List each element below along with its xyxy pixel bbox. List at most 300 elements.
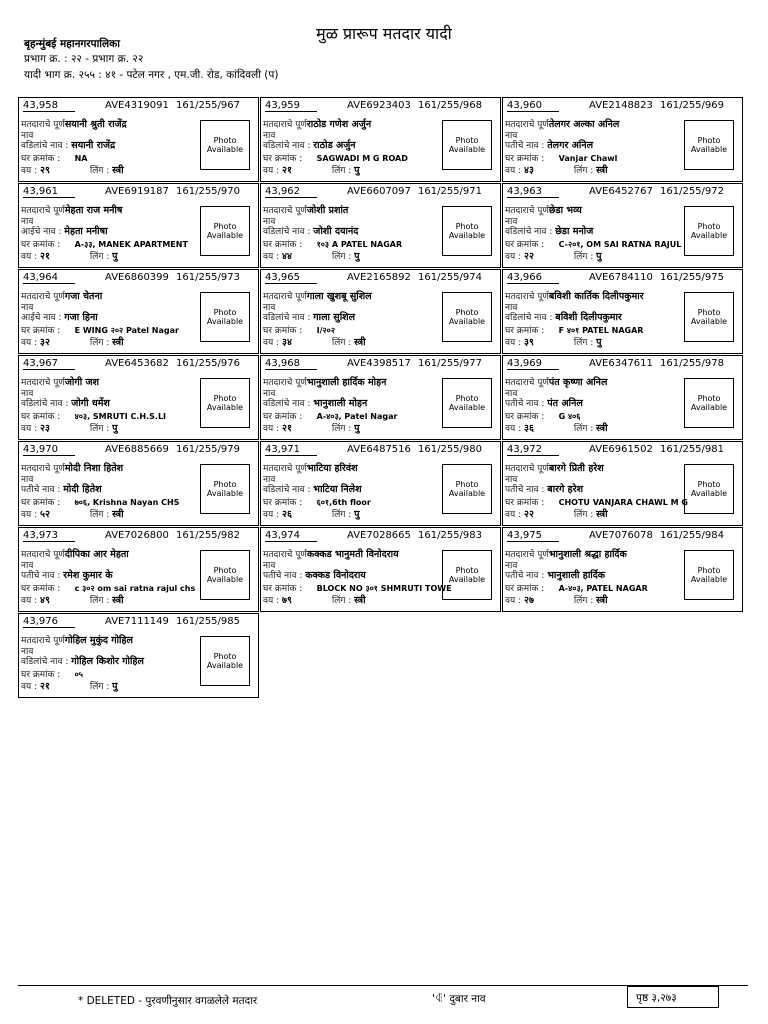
age-value: २१ <box>282 423 292 434</box>
part-serial: 161/255/978 <box>660 358 724 369</box>
age-value: २६ <box>282 509 292 520</box>
age-label: वय : <box>21 682 38 692</box>
house-label: घर क्रमांक <box>263 240 297 250</box>
voter-card: 43,971 AVE6487516 161/255/980 मतदाराचे पूर्णभाटिया हरिवंश नाव वडिलांचे नाव : भाटिया निलेश घर क्रमांक : ६०१,6th floor वय : २६ लिंग : पु Photo Available <box>260 441 501 526</box>
photo-placeholder <box>200 206 250 256</box>
photo-placeholder <box>442 120 492 170</box>
voter-name-label: मतदाराचे पूर्ण <box>505 292 549 302</box>
epic-number: AVE2165892 <box>347 272 411 283</box>
voter-card: 43,975 AVE7076078 161/255/984 मतदाराचे पूर्णभानुशाली श्रद्धा हार्दिक नाव पतीचे नाव : भानुशाली हार्दिक घर क्रमांक : A-४०३, PATEL NAGAR वय : २७ लिंग : स्त्री Photo Available <box>502 527 743 612</box>
age-label: वय : <box>21 338 38 348</box>
epic-number: AVE6607097 <box>347 186 411 197</box>
photo-placeholder <box>684 378 734 428</box>
epic-number: AVE6784110 <box>589 272 653 283</box>
voter-name-label: मतदाराचे पूर्ण <box>21 120 65 130</box>
name-label: नाव <box>21 131 34 141</box>
photo-placeholder <box>442 464 492 514</box>
house-number: A-३३, MANEK APARTMENT <box>74 240 188 249</box>
voter-name-label: मतदाराचे पूर्ण <box>263 464 307 474</box>
page-number: पृष्ठ ३,२७३ <box>627 986 719 1008</box>
name-label: नाव <box>263 217 276 227</box>
relation-name: मोदी हितेश <box>63 484 102 495</box>
serial-number: 43,963 <box>507 186 559 198</box>
age-value: ७९ <box>282 595 292 606</box>
house-number: F ४०१ PATEL NAGAR <box>558 326 644 335</box>
relation-label: पतीचे नाव : <box>505 141 545 151</box>
age-value: ४४ <box>282 251 292 262</box>
epic-number: AVE6860399 <box>105 272 169 283</box>
sex-value: स्त्री <box>112 509 124 520</box>
voter-card: 43,965 AVE2165892 161/255/974 मतदाराचे पूर्णगाला खुशबू सुशिल नाव वडिलांचे नाव : गाला सुशिल घर क्रमांक : I/२०२ वय : ३४ लिंग : स्त्री Photo Available <box>260 269 501 354</box>
house-number: SAGWADI M G ROAD <box>316 154 408 163</box>
name-label: नाव <box>505 561 518 571</box>
duplicate-note: 'ꆠ' दुबार नाव <box>432 993 486 1005</box>
photo-available-label: Available <box>206 231 244 240</box>
photo-label: Photo <box>455 308 479 317</box>
serial-number: 43,961 <box>23 186 75 198</box>
age-value: ३४ <box>282 337 292 348</box>
name-label: नाव <box>505 131 518 141</box>
house-number: ४०३, SMRUTI C.H.S.LI <box>74 412 167 421</box>
photo-label: Photo <box>213 308 237 317</box>
serial-number: 43,960 <box>507 100 559 112</box>
photo-placeholder <box>442 550 492 600</box>
age-value: ४३ <box>524 165 534 176</box>
part-serial: 161/255/969 <box>660 100 724 111</box>
photo-available-label: Available <box>690 489 728 498</box>
house-number: Vanjar Chawl <box>558 154 618 163</box>
sex-value: स्त्री <box>596 595 608 606</box>
relation-name: तेलगर अनिल <box>547 140 594 151</box>
sex-label: लिंग : <box>89 682 110 692</box>
part-serial: 161/255/973 <box>176 272 240 283</box>
voter-name-label: मतदाराचे पूर्ण <box>21 550 65 560</box>
voter-name: राठोड गणेश अर्जुन <box>306 119 372 130</box>
photo-available-label: Available <box>448 489 486 498</box>
house-label: घर क्रमांक <box>21 412 55 422</box>
part-serial: 161/255/983 <box>418 530 482 541</box>
part-serial: 161/255/974 <box>418 272 482 283</box>
part-serial: 161/255/979 <box>176 444 240 455</box>
epic-number: AVE6347611 <box>589 358 653 369</box>
relation-name: मेहता मनीषा <box>64 226 108 237</box>
house-label: घर क्रमांक <box>505 498 539 508</box>
relation-name: सयानी राजेंद्र <box>71 140 116 151</box>
photo-label: Photo <box>213 480 237 489</box>
photo-label: Photo <box>697 136 721 145</box>
house-label: घर क्रमांक <box>21 498 55 508</box>
sex-label: लिंग : <box>331 510 352 520</box>
house-label: घर क्रमांक <box>263 326 297 336</box>
deleted-note: * DELETED - पुरवणीनुसार वगळलेले मतदार <box>78 995 258 1007</box>
voter-name: भाटिया हरिवंश <box>306 463 358 474</box>
sex-label: लिंग : <box>89 338 110 348</box>
age-value: ३९ <box>524 337 534 348</box>
house-label: घर क्रमांक <box>21 670 55 680</box>
house-number: CHOTU VANJARA CHAWL M G <box>558 498 688 507</box>
age-label: वय : <box>505 252 522 262</box>
epic-number: AVE4398517 <box>347 358 411 369</box>
age-label: वय : <box>263 596 280 606</box>
photo-label: Photo <box>455 394 479 403</box>
epic-number: AVE6452767 <box>589 186 653 197</box>
photo-available-label: Available <box>206 575 244 584</box>
photo-available-label: Available <box>690 231 728 240</box>
photo-available-label: Available <box>448 575 486 584</box>
part-serial: 161/255/981 <box>660 444 724 455</box>
photo-available-label: Available <box>206 403 244 412</box>
house-number: I/२०२ <box>316 326 335 335</box>
photo-available-label: Available <box>448 317 486 326</box>
photo-placeholder <box>442 292 492 342</box>
epic-number: AVE7028665 <box>347 530 411 541</box>
age-value: ३६ <box>524 423 534 434</box>
photo-available-label: Available <box>206 145 244 154</box>
sex-label: लिंग : <box>573 596 594 606</box>
relation-label: वडिलांचे नाव : <box>21 657 69 667</box>
relation-name: राठोड अर्जुन <box>313 140 356 151</box>
age-label: वय : <box>21 252 38 262</box>
epic-number: AVE6961502 <box>589 444 653 455</box>
age-label: वय : <box>505 596 522 606</box>
age-value: २९ <box>40 165 50 176</box>
voter-name: सयानी श्रुती राजेंद्र <box>64 119 127 130</box>
epic-number: AVE6885669 <box>105 444 169 455</box>
voter-name-label: मतदाराचे पूर्ण <box>21 206 65 216</box>
photo-placeholder <box>200 120 250 170</box>
name-label: नाव <box>505 217 518 227</box>
age-label: वय : <box>21 424 38 434</box>
age-value: ३२ <box>40 337 50 348</box>
name-label: नाव <box>21 303 34 313</box>
name-label: नाव <box>263 475 276 485</box>
name-label: नाव <box>263 561 276 571</box>
photo-placeholder <box>200 378 250 428</box>
sex-value: स्त्री <box>112 595 124 606</box>
house-label: घर क्रमांक <box>263 154 297 164</box>
house-number: c ३०२ om sai ratna rajul chs <box>74 584 196 593</box>
voter-card: 43,964 AVE6860399 161/255/973 मतदाराचे पूर्णगजा चेतना नाव आईचे नाव : गजा हिना घर क्रमांक : E WING २०२ Patel Nagar वय : ३२ लिंग : स्त्री Photo Available <box>18 269 259 354</box>
house-label: घर क्रमांक <box>263 412 297 422</box>
serial-number: 43,965 <box>265 272 317 284</box>
photo-placeholder <box>684 292 734 342</box>
relation-name: छेडा मनोज <box>555 226 594 237</box>
serial-number: 43,964 <box>23 272 75 284</box>
relation-name: जोशी दयानंद <box>313 226 359 237</box>
relation-label: पतीचे नाव : <box>505 485 545 495</box>
voter-card: 43,966 AVE6784110 161/255/975 मतदाराचे पूर्णबविशी कार्तिक दिलीपकुमार नाव वडिलांचे नाव : बविशी दिलीपकुमार घर क्रमांक : F ४०१ PATEL NAGAR वय : ३९ लिंग : पु Photo Available <box>502 269 743 354</box>
part-serial: 161/255/971 <box>418 186 482 197</box>
age-label: वय : <box>21 166 38 176</box>
relation-label: पतीचे नाव : <box>263 571 303 581</box>
house-number: ७०६, Krishna Nayan CHS <box>74 498 180 507</box>
voter-name: बारगे प्रिती हरेश <box>548 463 604 474</box>
photo-placeholder <box>442 378 492 428</box>
epic-number: AVE2148823 <box>589 100 653 111</box>
voter-card: 43,959 AVE6923403 161/255/968 मतदाराचे पूर्णराठोड गणेश अर्जुन नाव वडिलांचे नाव : राठोड अर्जुन घर क्रमांक : SAGWADI M G ROAD वय : २१ लिंग : पु Photo Available <box>260 97 501 182</box>
sex-label: लिंग : <box>331 596 352 606</box>
age-label: वय : <box>505 166 522 176</box>
voter-name: गजा चेतना <box>64 291 103 302</box>
photo-placeholder <box>684 464 734 514</box>
house-label: घर क्रमांक <box>263 498 297 508</box>
voter-name-label: मतदाराचे पूर्ण <box>263 292 307 302</box>
age-label: वय : <box>263 424 280 434</box>
photo-label: Photo <box>697 222 721 231</box>
voter-card: 43,973 AVE7026800 161/255/982 मतदाराचे पूर्णदीपिका आर मेहता नाव पतीचे नाव : रमेश कुमार के घर क्रमांक : c ३०२ om sai ratna rajul chs वय : ४९ लिंग : स्त्री Photo Available <box>18 527 259 612</box>
house-number: BLOCK NO ३०१ SHMRUTI TOWE <box>316 584 452 593</box>
sex-value: स्त्री <box>596 509 608 520</box>
name-label: नाव <box>505 389 518 399</box>
voter-name: जोशी प्रशांत <box>306 205 349 216</box>
age-label: वय : <box>21 596 38 606</box>
sex-value: स्त्री <box>354 595 366 606</box>
photo-available-label: Available <box>206 317 244 326</box>
house-number: ०५ <box>74 670 83 679</box>
voter-card: 43,974 AVE7028665 161/255/983 मतदाराचे पूर्णकक्कड भानुमती विनोदराय नाव पतीचे नाव : कक्कड विनोदराय घर क्रमांक : BLOCK NO ३०१ SHMRUTI TOWE वय : ७९ लिंग : स्त्री Photo Available <box>260 527 501 612</box>
voter-name-label: मतदाराचे पूर्ण <box>263 378 307 388</box>
photo-placeholder <box>442 206 492 256</box>
sex-value: पु <box>596 251 602 262</box>
voter-name-label: मतदाराचे पूर्ण <box>505 550 549 560</box>
voter-name-label: मतदाराचे पूर्ण <box>505 378 549 388</box>
photo-available-label: Available <box>206 661 244 670</box>
voter-card: 43,969 AVE6347611 161/255/978 मतदाराचे पूर्णपंत कृष्णा अनिल नाव पतीचे नाव : पंत अनिल घर क्रमांक : G ४०६ वय : ३६ लिंग : स्त्री Photo Available <box>502 355 743 440</box>
sex-value: पु <box>112 423 118 434</box>
age-label: वय : <box>263 510 280 520</box>
sex-value: पु <box>354 165 360 176</box>
relation-name: गोहिल किशोर गोहिल <box>71 656 144 667</box>
age-label: वय : <box>263 338 280 348</box>
sex-label: लिंग : <box>89 596 110 606</box>
sex-label: लिंग : <box>331 424 352 434</box>
house-label: घर क्रमांक <box>21 326 55 336</box>
relation-label: वडिलांचे नाव : <box>21 399 69 409</box>
relation-label: वडिलांचे नाव : <box>263 399 311 409</box>
sex-label: लिंग : <box>573 252 594 262</box>
house-label: घर क्रमांक <box>505 584 539 594</box>
relation-label: वडिलांचे नाव : <box>263 227 311 237</box>
age-value: ५२ <box>40 509 50 520</box>
age-value: २१ <box>40 681 50 692</box>
epic-number: AVE6923403 <box>347 100 411 111</box>
part-serial: 161/255/985 <box>176 616 240 627</box>
house-label: घर क्रमांक <box>21 154 55 164</box>
photo-available-label: Available <box>690 575 728 584</box>
serial-number: 43,969 <box>507 358 559 370</box>
voter-card: 43,958 AVE4319091 161/255/967 मतदाराचे पूर्णसयानी श्रुती राजेंद्र नाव वडिलांचे नाव : सयानी राजेंद्र घर क्रमांक : NA वय : २९ लिंग : स्त्री Photo Available <box>18 97 259 182</box>
house-label: घर क्रमांक <box>21 584 55 594</box>
serial-number: 43,971 <box>265 444 317 456</box>
epic-number: AVE4319091 <box>105 100 169 111</box>
relation-label: वडिलांचे नाव : <box>21 141 69 151</box>
relation-label: पतीचे नाव : <box>505 571 545 581</box>
voter-name: गोहिल मुकुंद गोहिल <box>64 635 133 646</box>
part-serial: 161/255/982 <box>176 530 240 541</box>
part-serial: 161/255/975 <box>660 272 724 283</box>
house-number: C-२०१, OM SAI RATNA RAJUL <box>558 240 682 249</box>
house-number: ६०१,6th floor <box>316 498 371 507</box>
voter-card: 43,967 AVE6453682 161/255/976 मतदाराचे पूर्णजोगी जश नाव वडिलांचे नाव : जोगी धर्मेश घर क्रमांक : ४०३, SMRUTI C.H.S.LI वय : २३ लिंग : पु Photo Available <box>18 355 259 440</box>
photo-label: Photo <box>213 394 237 403</box>
sex-value: स्त्री <box>112 337 124 348</box>
name-label: नाव <box>21 389 34 399</box>
house-number: E WING २०२ Patel Nagar <box>74 326 179 335</box>
relation-label: वडिलांचे नाव : <box>505 227 553 237</box>
photo-available-label: Available <box>690 317 728 326</box>
sex-value: पु <box>354 251 360 262</box>
voter-name: जोगी जश <box>64 377 99 388</box>
age-value: २३ <box>40 423 50 434</box>
name-label: नाव <box>505 303 518 313</box>
sex-value: पु <box>596 337 602 348</box>
serial-number: 43,958 <box>23 100 75 112</box>
relation-label: वडिलांचे नाव : <box>263 141 311 151</box>
sex-label: लिंग : <box>89 252 110 262</box>
voter-name-label: मतदाराचे पूर्ण <box>21 464 65 474</box>
photo-label: Photo <box>213 566 237 575</box>
age-label: वय : <box>21 510 38 520</box>
sex-label: लिंग : <box>89 510 110 520</box>
age-value: २२ <box>524 509 534 520</box>
sex-value: पु <box>354 509 360 520</box>
photo-available-label: Available <box>448 145 486 154</box>
relation-label: पतीचे नाव : <box>505 399 545 409</box>
photo-label: Photo <box>455 222 479 231</box>
photo-available-label: Available <box>690 403 728 412</box>
serial-number: 43,975 <box>507 530 559 542</box>
name-label: नाव <box>21 647 34 657</box>
photo-label: Photo <box>455 480 479 489</box>
voter-card: 43,970 AVE6885669 161/255/979 मतदाराचे पूर्णमोदी निशा हितेश नाव पतीचे नाव : मोदी हितेश घर क्रमांक : ७०६, Krishna Nayan CHS वय : ५२ लिंग : स्त्री Photo Available <box>18 441 259 526</box>
voter-name-label: मतदाराचे पूर्ण <box>263 206 307 216</box>
relation-label: आईचे नाव : <box>21 227 62 237</box>
photo-placeholder <box>200 464 250 514</box>
house-label: घर क्रमांक <box>505 154 539 164</box>
photo-placeholder <box>200 292 250 342</box>
house-label: घर क्रमांक <box>21 240 55 250</box>
photo-available-label: Available <box>448 231 486 240</box>
house-label: घर क्रमांक <box>505 326 539 336</box>
serial-number: 43,968 <box>265 358 317 370</box>
relation-name: जोगी धर्मेश <box>71 398 110 409</box>
photo-available-label: Available <box>206 489 244 498</box>
age-label: वय : <box>505 338 522 348</box>
sex-label: लिंग : <box>331 166 352 176</box>
voter-name-label: मतदाराचे पूर्ण <box>263 120 307 130</box>
age-label: वय : <box>505 510 522 520</box>
relation-name: रमेश कुमार के <box>63 570 113 581</box>
list-part-info: यादी भाग क्र. २५५ : ४१ - पटेल नगर , एम.जी. रोड, कांदिवली (प) <box>24 69 279 81</box>
part-serial: 161/255/967 <box>176 100 240 111</box>
house-label: घर क्रमांक <box>505 412 539 422</box>
name-label: नाव <box>21 475 34 485</box>
sex-value: स्त्री <box>596 165 608 176</box>
sex-label: लिंग : <box>331 252 352 262</box>
photo-available-label: Available <box>690 145 728 154</box>
relation-label: वडिलांचे नाव : <box>263 485 311 495</box>
sex-label: लिंग : <box>573 166 594 176</box>
epic-number: AVE7111149 <box>105 616 169 627</box>
house-label: घर क्रमांक <box>263 584 297 594</box>
relation-label: वडिलांचे नाव : <box>263 313 311 323</box>
relation-name: भाटिया निलेश <box>313 484 362 495</box>
voter-name: मेहता राज मनीष <box>64 205 123 216</box>
photo-label: Photo <box>697 480 721 489</box>
name-label: नाव <box>505 475 518 485</box>
epic-number: AVE6919187 <box>105 186 169 197</box>
name-label: नाव <box>21 217 34 227</box>
relation-name: गाला सुशिल <box>313 312 356 323</box>
voter-name-label: मतदाराचे पूर्ण <box>505 206 549 216</box>
part-serial: 161/255/968 <box>418 100 482 111</box>
voter-name: दीपिका आर मेहता <box>64 549 129 560</box>
photo-label: Photo <box>455 566 479 575</box>
relation-name: गजा हिना <box>64 312 98 323</box>
relation-label: पतीचे नाव : <box>21 571 61 581</box>
voter-card: 43,960 AVE2148823 161/255/969 मतदाराचे पूर्णतेलगर अल्का अनिल नाव पतीचे नाव : तेलगर अनिल घर क्रमांक : Vanjar Chawl वय : ४३ लिंग : स्त्री Photo Available <box>502 97 743 182</box>
voter-name: भानुशाली श्रद्धा हार्दिक <box>548 549 627 560</box>
age-value: २१ <box>282 165 292 176</box>
voter-name-label: मतदाराचे पूर्ण <box>505 464 549 474</box>
house-number: A-४०३, PATEL NAGAR <box>558 584 648 593</box>
voter-name: कक्कड भानुमती विनोदराय <box>306 549 399 560</box>
photo-placeholder <box>684 120 734 170</box>
voter-name-label: मतदाराचे पूर्ण <box>505 120 549 130</box>
voter-card: 43,972 AVE6961502 161/255/981 मतदाराचे पूर्णबारगे प्रिती हरेश नाव पतीचे नाव : बारगे हरेश घर क्रमांक : CHOTU VANJARA CHAWL M G वय : २२ लिंग : स्त्री Photo Available <box>502 441 743 526</box>
house-number: NA <box>74 154 88 163</box>
relation-name: पंत अनिल <box>547 398 583 409</box>
sex-label: लिंग : <box>331 338 352 348</box>
serial-number: 43,967 <box>23 358 75 370</box>
sex-label: लिंग : <box>573 424 594 434</box>
serial-number: 43,974 <box>265 530 317 542</box>
corporation-name: बृहन्मुंबई महानगरपालिका <box>24 38 120 50</box>
voter-name-label: मतदाराचे पूर्ण <box>21 378 65 388</box>
relation-name: बारगे हरेश <box>547 484 584 495</box>
part-serial: 161/255/976 <box>176 358 240 369</box>
voter-card: 43,963 AVE6452767 161/255/972 मतदाराचे पूर्णछेडा भव्य नाव वडिलांचे नाव : छेडा मनोज घर क्रमांक : C-२०१, OM SAI RATNA RAJUL वय : २२ लिंग : पु Photo Available <box>502 183 743 268</box>
photo-label: Photo <box>455 136 479 145</box>
photo-label: Photo <box>697 308 721 317</box>
serial-number: 43,972 <box>507 444 559 456</box>
epic-number: AVE7076078 <box>589 530 653 541</box>
voter-name: भानुशाली हार्दिक मोहन <box>306 377 387 388</box>
part-serial: 161/255/980 <box>418 444 482 455</box>
part-serial: 161/255/977 <box>418 358 482 369</box>
epic-number: AVE6487516 <box>347 444 411 455</box>
photo-label: Photo <box>697 566 721 575</box>
voter-name: मोदी निशा हितेश <box>64 463 124 474</box>
relation-name: भानुशाली मोहन <box>313 398 368 409</box>
relation-label: पतीचे नाव : <box>21 485 61 495</box>
name-label: नाव <box>263 303 276 313</box>
voter-card: 43,961 AVE6919187 161/255/970 मतदाराचे पूर्णमेहता राज मनीष नाव आईचे नाव : मेहता मनीषा घर क्रमांक : A-३३, MANEK APARTMENT वय : २१ लिंग : पु Photo Available <box>18 183 259 268</box>
name-label: नाव <box>263 131 276 141</box>
epic-number: AVE6453682 <box>105 358 169 369</box>
sex-label: लिंग : <box>89 424 110 434</box>
photo-placeholder <box>200 636 250 686</box>
serial-number: 43,959 <box>265 100 317 112</box>
photo-available-label: Available <box>448 403 486 412</box>
serial-number: 43,973 <box>23 530 75 542</box>
relation-name: भानुशाली हार्दिक <box>547 570 606 581</box>
sex-value: स्त्री <box>354 337 366 348</box>
name-label: नाव <box>263 389 276 399</box>
photo-label: Photo <box>213 652 237 661</box>
house-number: G ४०६ <box>558 412 581 421</box>
voter-name: छेडा भव्य <box>548 205 582 216</box>
